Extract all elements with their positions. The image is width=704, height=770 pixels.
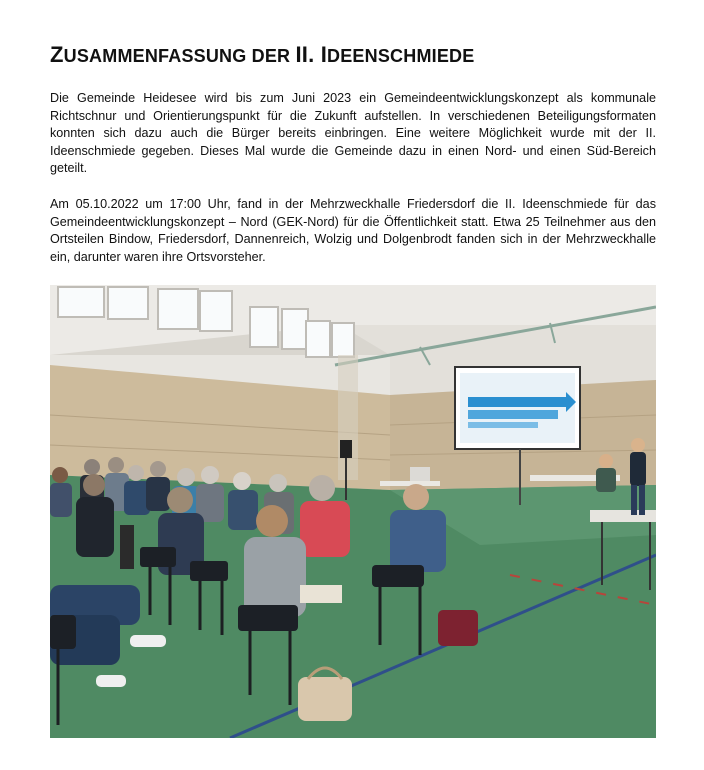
intro-paragraph: Die Gemeinde Heidesee wird bis zum Juni 2023 ein Gemeindeentwicklungskonzept als kommunale Richtschnur und Orientierungspunkt für die Zukunft aufstellen. In verschiedenen Beteiligungsformaten konnten sich dazu auch die Bürger bereits einbringen. Eine weitere Möglichkeit wurde mit der II. Ideenschmiede gegeben. Dieses Mal wurde die Gemeinde dazu in einen Nord- und einen Süd-Bereich geteilt. bbox=[50, 91, 656, 175]
red-handbag bbox=[438, 610, 478, 646]
beige-bag bbox=[298, 677, 352, 721]
hall-scene-illustration bbox=[50, 285, 656, 738]
document-title bbox=[50, 42, 474, 68]
title-initial: Z bbox=[50, 42, 64, 67]
title-initial-2: I bbox=[320, 42, 328, 67]
title-part: USAMMENFASSUNG DER bbox=[63, 46, 296, 66]
red-jacket-person bbox=[300, 501, 350, 557]
event-photo bbox=[50, 285, 656, 738]
title-roman: II. bbox=[295, 42, 321, 67]
title-part-2: DEENSCHMIEDE bbox=[327, 46, 475, 66]
event-paragraph: Am 05.10.2022 um 17:00 Uhr, fand in der Mehrzweckhalle Friedersdorf die II. Ideenschmiede für das Gemeindeentwicklungskonzept – Nord (GEK-Nord) für die Öffentlichkeit statt. Etwa 25 Teilnehmer aus den Ortsteilen Bindow, Friedersdorf, Dannenreich, Wolzig und Dolgenbrodt fanden sich in der Mehrzweckhalle ein, darunter waren ihre Ortsvorsteher. bbox=[50, 197, 656, 264]
